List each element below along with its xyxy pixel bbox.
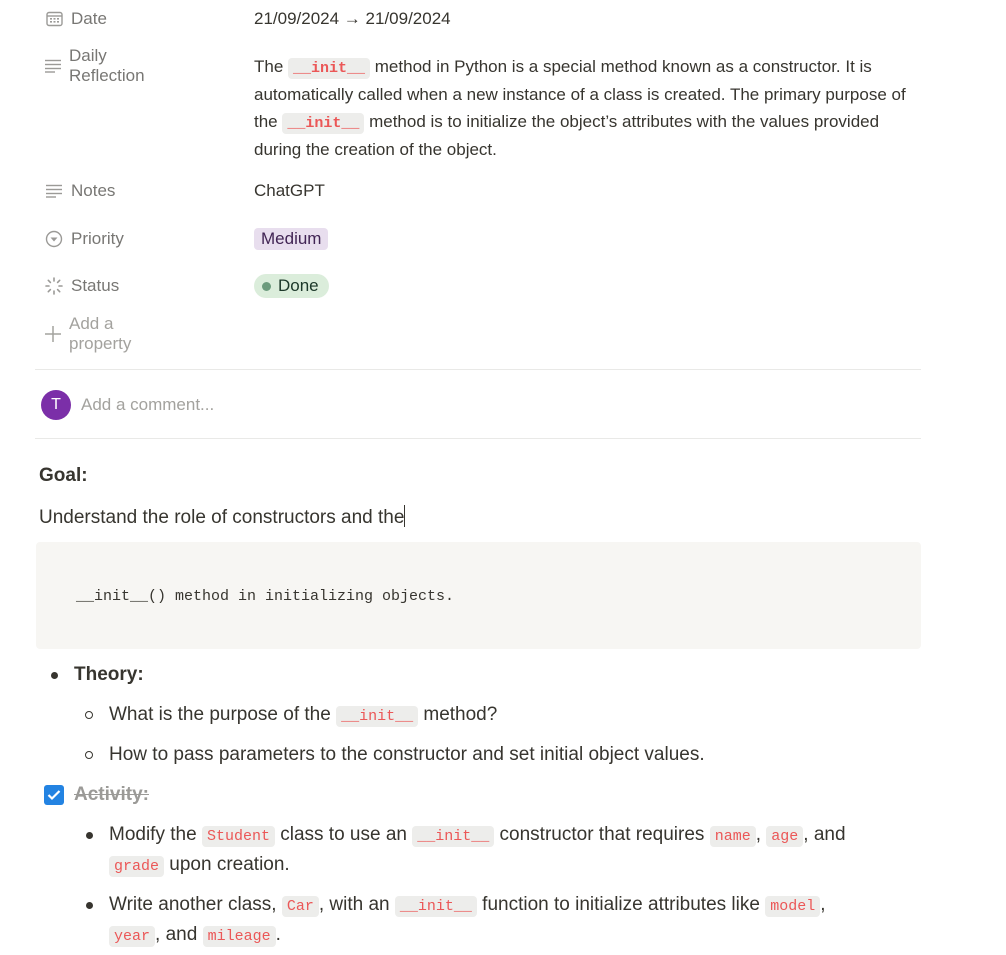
item-text: function to initialize attributes like xyxy=(476,894,766,915)
item-text: upon creation. xyxy=(164,854,290,875)
property-label-priority[interactable] xyxy=(44,229,124,249)
goal-text-block[interactable] xyxy=(39,505,405,529)
status-tag[interactable] xyxy=(254,274,329,298)
activity-item-1[interactable] xyxy=(109,824,846,846)
daily-reflection-value[interactable] xyxy=(254,54,924,163)
item-text: method? xyxy=(418,704,498,725)
activity-item-2[interactable] xyxy=(109,894,826,916)
inline-code: Car xyxy=(282,896,319,917)
notes-value[interactable]: ChatGPT xyxy=(254,181,325,200)
item-text: , xyxy=(820,894,826,915)
inline-code: __init__ xyxy=(282,113,364,134)
date-value[interactable]: 21/09/2024 → 21/09/2024 xyxy=(254,9,451,28)
item-text: constructor that requires xyxy=(494,824,710,845)
item-text: Write another class, xyxy=(109,894,282,915)
theory-title: Theory: xyxy=(74,664,144,685)
bullet-circle xyxy=(85,711,93,719)
property-label-text: Daily Reflection xyxy=(69,46,145,85)
priority-tag[interactable]: Medium xyxy=(254,228,328,250)
bullet-disc xyxy=(86,902,93,909)
property-label-text: Date xyxy=(71,9,107,28)
text-lines-icon xyxy=(44,56,62,76)
item-text: class to use an xyxy=(274,824,413,845)
item-text: . xyxy=(275,924,281,945)
goal-text: Understand the role of constructors and the xyxy=(39,507,405,528)
priority-value[interactable] xyxy=(254,228,328,250)
property-label-daily-reflection[interactable] xyxy=(44,46,147,86)
property-label-notes[interactable] xyxy=(44,181,115,201)
item-text: , xyxy=(755,824,767,845)
inline-code: year xyxy=(109,926,155,947)
inline-code: mileage xyxy=(203,926,276,947)
item-text: , with an xyxy=(318,894,395,915)
divider xyxy=(35,438,921,439)
code-block-text: __init__() method in initializing objects. xyxy=(76,588,455,605)
comment-input[interactable]: Add a comment... xyxy=(81,395,215,414)
status-text: Done xyxy=(278,276,319,295)
status-value[interactable] xyxy=(254,274,329,298)
inline-code: age xyxy=(766,826,803,847)
comment-row xyxy=(41,390,214,420)
divider xyxy=(35,369,921,370)
property-label-text: Priority xyxy=(71,229,124,248)
inline-code: name xyxy=(710,826,756,847)
property-label-date[interactable] xyxy=(44,9,107,29)
theory-item-2[interactable]: How to pass parameters to the constructor and set initial object values. xyxy=(109,744,705,765)
priority-circle-icon xyxy=(44,229,64,249)
check-icon xyxy=(47,789,61,801)
reflection-text: The xyxy=(254,57,289,76)
calendar-icon xyxy=(44,9,64,29)
property-label-status[interactable] xyxy=(44,276,119,296)
text-cursor xyxy=(404,505,405,527)
theory-item-1[interactable] xyxy=(109,704,497,726)
item-text: , and xyxy=(155,924,203,945)
inline-code: __init__ xyxy=(412,826,494,847)
status-spinner-icon xyxy=(44,276,64,296)
theory-heading[interactable] xyxy=(74,664,144,686)
reflection-text: method in Python is a special method known as a constructor. It is automatically called when a new instance of a class is created. The primary purpose of the xyxy=(254,57,906,131)
item-text: , and xyxy=(803,824,846,845)
status-dot xyxy=(262,282,271,291)
activity-item-2-cont[interactable] xyxy=(109,924,281,946)
inline-code: Student xyxy=(202,826,275,847)
bullet-disc xyxy=(86,832,93,839)
inline-code: __init__ xyxy=(395,896,477,917)
add-property xyxy=(44,314,133,354)
item-text: What is the purpose of the xyxy=(109,704,337,725)
text-lines-icon xyxy=(44,181,64,201)
reflection-text: method is to initialize the object’s attributes with the values provided during the creation of the object. xyxy=(254,111,880,159)
plus-icon xyxy=(44,324,62,344)
inline-code: __init__ xyxy=(288,58,370,79)
bullet-circle xyxy=(85,751,93,759)
add-property-label: Add a property xyxy=(69,314,132,353)
bullet-disc xyxy=(51,672,58,679)
inline-code: model xyxy=(765,896,820,917)
avatar: T xyxy=(41,390,71,420)
inline-code: __init__ xyxy=(336,706,418,727)
activity-checkbox[interactable] xyxy=(44,785,64,805)
goal-heading: Goal: xyxy=(39,465,88,486)
activity-item-1-cont[interactable] xyxy=(109,854,290,876)
activity-heading[interactable]: Activity: xyxy=(74,784,149,805)
property-label-text: Notes xyxy=(71,181,116,200)
item-text: Modify the xyxy=(109,824,202,845)
inline-code: grade xyxy=(109,856,164,877)
code-block[interactable] xyxy=(36,542,921,649)
property-label-text: Status xyxy=(71,276,120,295)
